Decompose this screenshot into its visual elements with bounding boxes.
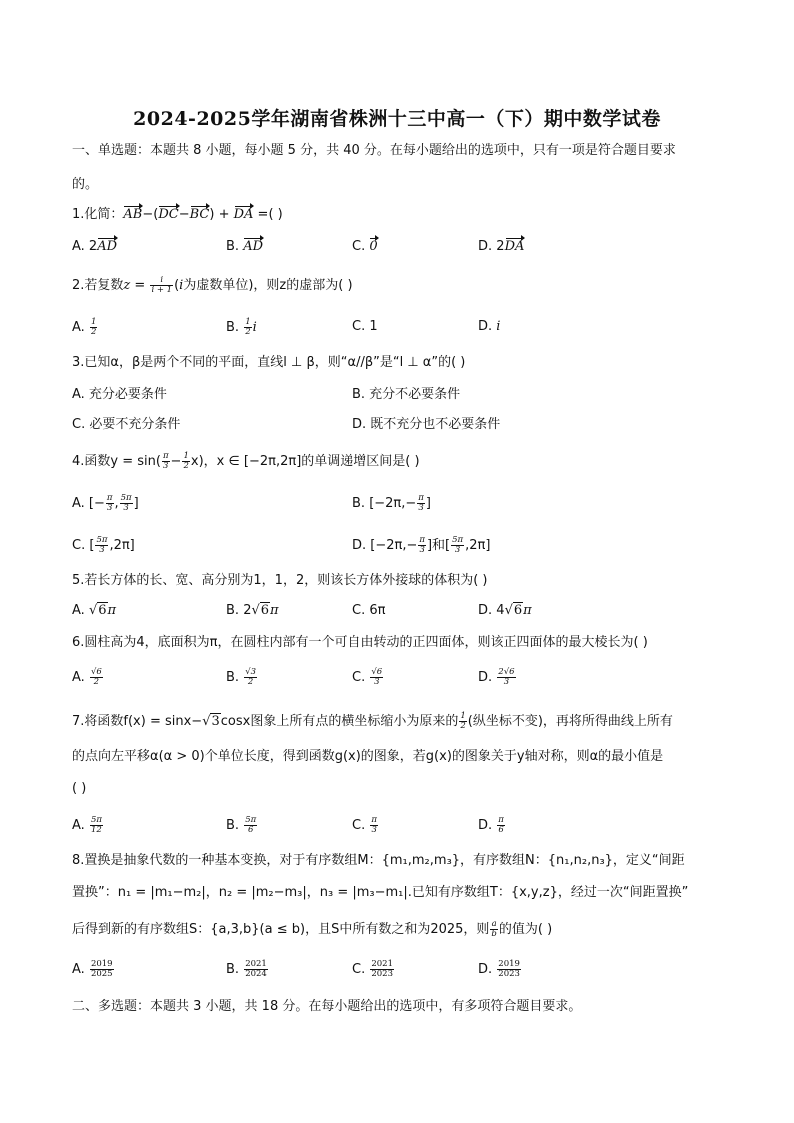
question-7-stem-line1: 7.将函数f(x) = sinx−√3cosx图象上所有点的横坐标缩小为原来的 $\frac{1}{2}$ (纵坐标不变)，再将所得曲线上所有: [72, 711, 673, 731]
question-4-stem: 4.函数y = sin( $\frac{\pi}{3}$ − $\frac{1}{2}$ x)，x ∈ [−2π,2π]的单调递增区间是( ): [72, 451, 420, 471]
q8-option-b: B. $\frac{2021}{2024}$: [226, 959, 267, 979]
q2-option-a: A. $\frac{1}{2}$: [72, 317, 97, 337]
question-7-stem-line3: ( ): [72, 781, 87, 796]
q5-option-b: B. 2√6π: [226, 603, 279, 618]
question-7-stem-line2: 的点向左平移α(α > 0)个单位长度，得到函数g(x)的图象，若g(x)的图象关于y轴对称，则α的最小值是: [72, 749, 664, 764]
q1-option-c: C. 0: [352, 239, 378, 254]
vec-AB: AB: [123, 207, 143, 222]
q8-option-a: A. $\frac{2019}{2025}$: [72, 959, 113, 979]
question-1-stem: 1.化简：AB−(DC−BC) + DA =( ): [72, 207, 283, 222]
q1-option-a: A. 2AD: [72, 239, 118, 254]
q3-option-c: C. 必要不充分条件: [72, 417, 181, 432]
page-title: 2024-2025学年湖南省株洲十三中高一（下）期中数学试卷: [133, 108, 661, 130]
q4-option-c: C. [ $\frac{5\pi}{3}$ ,2π]: [72, 535, 135, 555]
question-6-stem: 6.圆柱高为4，底面积为π，在圆柱内部有一个可自由转动的正四面体，则该正四面体的最大棱长为( ): [72, 635, 648, 650]
q6-option-a: A. $\frac{√6}{2}$: [72, 667, 102, 687]
q3-option-a: A. 充分必要条件: [72, 387, 167, 402]
q1-option-d: D. 2DA: [478, 239, 525, 254]
section-1-header-line2: 的。: [72, 177, 99, 192]
q4-option-a: A. [− $\frac{\pi}{3}$ , $\frac{5\pi}{3}$ ]: [72, 493, 139, 513]
section-2-header: 二、多选题：本题共 3 小题，共 18 分。在每小题给出的选项中，有多项符合题目要求。: [72, 999, 582, 1014]
q8-option-d: D. $\frac{2019}{2023}$: [478, 959, 520, 979]
q2-option-d: D. i: [478, 319, 501, 334]
vec-DC: DC: [158, 207, 179, 222]
q1-option-b: B. AD: [226, 239, 264, 254]
q6-option-d: D. $\frac{2√6}{3}$: [478, 667, 515, 687]
question-2-stem: 2.若复数z = $\frac{i}{i + 1}$ (i为虚数单位)，则z的虚部为( ): [72, 275, 353, 295]
question-8-stem-line3: 后得到新的有序数组S：{a,3,b}(a ≤ b)，且S中所有数之和为2025，则 $\frac{a}{b}$ 的值为( ): [72, 919, 553, 939]
question-5-stem: 5.若长方体的长、宽、高分别为1，1，2，则该长方体外接球的体积为( ): [72, 573, 488, 588]
q1-suffix: =( ): [257, 207, 283, 222]
vec-BC: BC: [189, 207, 210, 222]
q7-option-a: A. $\frac{5\pi}{12}$: [72, 815, 102, 835]
q1-prefix: 1.化简：: [72, 207, 124, 222]
vec-DA: DA: [233, 207, 254, 222]
q6-option-c: C. $\frac{√6}{3}$: [352, 667, 383, 687]
question-3-stem: 3.已知α，β是两个不同的平面，直线l ⊥ β，则“α//β”是“l ⊥ α”的( ): [72, 355, 466, 370]
q5-option-a: A. √6π: [72, 603, 117, 618]
q5-option-c: C. 6π: [352, 603, 386, 618]
q4-option-d: D. [−2π,− $\frac{\pi}{3}$ ]和[ $\frac{5\pi}{3}$ ,2π]: [352, 535, 491, 555]
question-8-stem-line1: 8.置换是抽象代数的一种基本变换，对于有序数组M：{m₁,m₂,m₃}，有序数组N：{n₁,n₂,n₃}，定义“间距: [72, 853, 685, 868]
q7-option-d: D. $\frac{\pi}{6}$: [478, 815, 504, 835]
q8-option-c: C. $\frac{2021}{2023}$: [352, 959, 393, 979]
q2-option-b: B. $\frac{1}{2}$ i: [226, 317, 257, 337]
q7-option-c: C. $\frac{\pi}{3}$: [352, 815, 377, 835]
q7-option-b: B. $\frac{5\pi}{6}$: [226, 815, 257, 835]
q4-option-b: B. [−2π,− $\frac{\pi}{3}$ ]: [352, 493, 431, 513]
section-1-header-line1: 一、单选题：本题共 8 小题，每小题 5 分，共 40 分。在每小题给出的选项中，只有一项是符合题目要求: [72, 143, 676, 158]
q3-option-b: B. 充分不必要条件: [352, 387, 461, 402]
question-8-stem-line2: 置换”：n₁ = |m₁−m₂|，n₂ = |m₂−m₃|，n₃ = |m₃−m₁|.已知有序数组T：{x,y,z}，经过一次“间距置换”: [72, 885, 689, 900]
q5-option-d: D. 4√6π: [478, 603, 532, 618]
q6-option-b: B. $\frac{√3}{2}$: [226, 667, 257, 687]
q3-option-d: D. 既不充分也不必要条件: [352, 417, 501, 432]
q2-option-c: C. 1: [352, 319, 378, 334]
